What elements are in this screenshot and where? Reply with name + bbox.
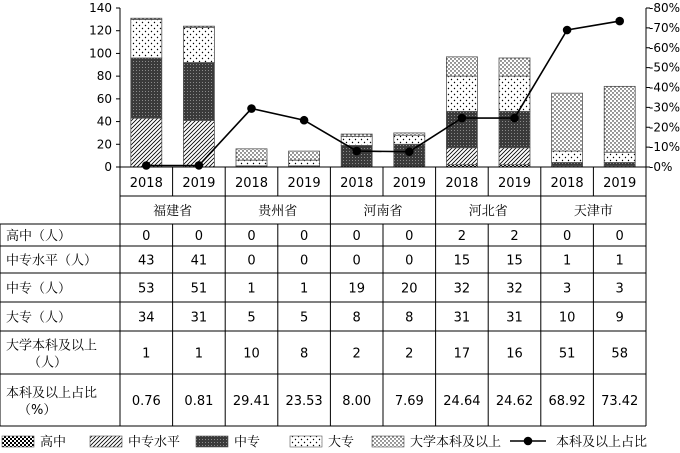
year-label: 2018 (550, 176, 584, 191)
table-cell: 19 (348, 281, 365, 297)
row-label: 大专（人） (6, 310, 72, 326)
table-cell: 0 (299, 253, 309, 269)
table-cell: 51 (190, 281, 208, 297)
table-cell: 29.41 (232, 394, 271, 409)
legend-label: 高中 (40, 435, 67, 450)
province-label: 河南省 (363, 204, 403, 219)
table-cell: 1 (142, 346, 151, 362)
bar-segment (341, 134, 372, 136)
bar-segment (236, 149, 267, 160)
table-cell: 51 (558, 346, 576, 362)
table-cell: 68.92 (548, 394, 586, 409)
table-cell: 2 (457, 229, 467, 244)
y-right-tick-label: -60% (649, 40, 680, 55)
year-label: 2018 (234, 176, 269, 191)
bar-segment (183, 120, 214, 167)
bar-segment (552, 93, 583, 151)
table-cell: 5 (247, 310, 256, 326)
share-point (142, 161, 151, 170)
province-label: 贵州省 (258, 204, 298, 219)
share-point (195, 161, 204, 170)
legend-swatch (90, 436, 122, 447)
y-left-tick-label: 20 (96, 137, 112, 152)
table-cell: 10 (558, 310, 576, 326)
y-left-tick-label: 80 (96, 69, 112, 84)
y-left-tick-label: 120 (89, 23, 112, 38)
table-cell: 53 (138, 281, 155, 297)
table-cell: 2 (510, 229, 519, 244)
table-cell: 31 (506, 310, 523, 326)
legend-label: 本科及以上占比 (556, 435, 648, 450)
y-right-tick-label: -70% (649, 20, 680, 35)
y-right-tick-label: -10% (649, 140, 680, 155)
y-left-tick-label: 140 (89, 1, 112, 15)
year-label: 2019 (392, 176, 426, 191)
legend-label: 大专 (328, 435, 355, 450)
legend-swatch (372, 436, 404, 447)
bar-segment (499, 58, 530, 76)
y-right-tick-label: -50% (649, 60, 680, 75)
legend-swatch (2, 436, 34, 447)
bar-segment (552, 162, 583, 165)
table-cell: 0 (405, 253, 414, 269)
table-cell: 1 (562, 253, 572, 269)
table-cell: 0 (142, 229, 151, 244)
bar-segment (131, 118, 162, 167)
table-cell: 73.42 (601, 394, 639, 409)
legend-label: 中专 (234, 435, 261, 450)
table-cell: 43 (138, 253, 155, 269)
table-cell: 8.00 (342, 394, 372, 409)
row-label: 高中（人） (6, 229, 72, 244)
table-cell: 0 (352, 253, 361, 269)
bar-segment (236, 160, 267, 166)
table-cell: 3 (615, 281, 624, 297)
year-label: 2018 (129, 176, 163, 191)
table-cell: 0 (247, 253, 256, 269)
share-point (458, 114, 467, 123)
province-label: 河北省 (468, 204, 508, 219)
y-right-tick-label: -80% (649, 1, 680, 15)
table-cell: 2 (352, 346, 361, 362)
bar-segment (131, 19, 162, 58)
table-cell: 0 (194, 229, 204, 244)
table-cell: 3 (562, 281, 572, 297)
bar-segment (183, 26, 214, 27)
year-label: 2018 (445, 176, 479, 191)
y-left-tick-label: 100 (89, 46, 112, 61)
table-cell: 9 (615, 310, 624, 326)
table-cell: 8 (352, 310, 361, 326)
bar-segment (499, 148, 530, 165)
table-cell: 32 (506, 281, 523, 297)
table-cell: 58 (611, 346, 628, 362)
table-cell: 34 (138, 310, 155, 326)
bar-segment (394, 135, 425, 144)
province-label: 天津市 (573, 204, 613, 219)
y-right-tick-label: -0% (649, 160, 673, 174)
table-cell: 8 (299, 346, 309, 362)
table-cell: 24.64 (443, 394, 481, 409)
row-label: 中专（人） (6, 281, 72, 297)
table-cell: 24.62 (495, 394, 534, 409)
bar-segment (446, 76, 477, 111)
table-cell: 17 (453, 346, 471, 362)
table-cell: 1 (194, 346, 204, 362)
year-label: 2018 (340, 176, 374, 191)
province-label: 福建省 (153, 204, 193, 219)
table-cell: 31 (453, 310, 471, 326)
y-right-tick-label: -40% (649, 80, 680, 95)
bar-segment (446, 57, 477, 76)
share-point (247, 104, 256, 113)
table-cell: 2 (405, 346, 414, 362)
legend-marker (524, 437, 533, 446)
table-cell: 0.76 (131, 394, 161, 409)
bar-segment (604, 86, 635, 152)
year-label: 2019 (287, 176, 321, 191)
table-cell: 15 (453, 253, 471, 269)
year-label: 2019 (497, 176, 532, 191)
bar-segment (131, 18, 162, 19)
share-point (563, 26, 572, 35)
table-cell: 1 (247, 281, 256, 297)
table-cell: 7.69 (394, 394, 424, 409)
year-label: 2019 (603, 176, 637, 191)
table-cell: 20 (401, 281, 418, 297)
bar-segment (183, 63, 214, 121)
table-cell: 32 (453, 281, 471, 297)
row-label: 中专水平（人） (6, 253, 98, 269)
table-cell: 0.81 (184, 394, 214, 409)
legend-label: 中专水平 (128, 435, 181, 450)
table-cell: 23.53 (285, 394, 323, 409)
table-cell: 0 (615, 229, 624, 244)
legend-label: 大学本科及以上 (410, 435, 502, 450)
bar-segment (446, 148, 477, 165)
bar-segment (289, 151, 320, 160)
table-cell: 8 (405, 310, 414, 326)
share-point (510, 114, 519, 123)
bar-segment (183, 27, 214, 62)
share-point (300, 116, 309, 125)
row-label: 大学本科及以上（人） (6, 338, 98, 371)
legend-swatch (290, 436, 322, 447)
legend-swatch (196, 436, 228, 447)
share-point (352, 147, 361, 156)
bar-segment (289, 160, 320, 166)
y-left-tick-label: 0 (104, 160, 112, 174)
table-cell: 15 (506, 253, 523, 269)
y-right-tick-label: -30% (649, 100, 680, 115)
table-cell: 0 (405, 229, 414, 244)
table-cell: 1 (615, 253, 624, 269)
share-point (405, 147, 414, 156)
bar-segment (131, 58, 162, 118)
bar-segment (499, 76, 530, 111)
bar-segment (604, 152, 635, 162)
row-label: 本科及以上占比（%） (6, 386, 98, 418)
table-cell: 10 (243, 346, 260, 362)
table-cell: 16 (506, 346, 523, 362)
y-left-tick-label: 40 (96, 114, 112, 129)
table-cell: 0 (247, 229, 256, 244)
bar-segment (552, 151, 583, 162)
year-label: 2019 (182, 176, 216, 191)
y-left-tick-label: 60 (96, 91, 112, 106)
share-point (615, 17, 624, 26)
table-cell: 31 (190, 310, 208, 326)
y-right-tick-label: -20% (649, 120, 680, 135)
table-cell: 1 (299, 281, 309, 297)
table-cell: 5 (299, 310, 309, 326)
table-cell: 0 (562, 229, 572, 244)
table-cell: 41 (190, 253, 208, 269)
share-line (146, 21, 619, 165)
bar-segment (394, 133, 425, 135)
table-cell: 0 (299, 229, 309, 244)
bar-segment (604, 162, 635, 165)
table-cell: 0 (352, 229, 361, 244)
